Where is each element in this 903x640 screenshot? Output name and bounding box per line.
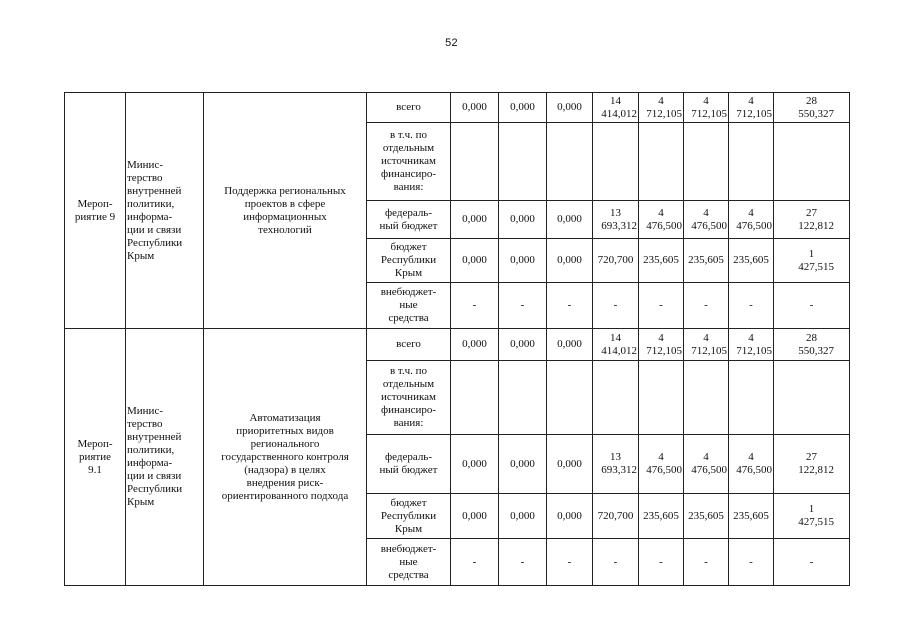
value-line: 720,700 <box>597 254 634 266</box>
value-line-top: 4 <box>703 206 709 219</box>
value-cell <box>547 123 593 201</box>
funding-source-cell: в т.ч. по отдельным источникам финансиро- вания: <box>367 123 451 201</box>
value-line: 712,105 <box>691 107 727 120</box>
value-line: 712,105 <box>736 344 772 357</box>
value-cell <box>639 283 684 329</box>
value-cell: - <box>547 539 593 586</box>
value-cell: 0,000 <box>547 201 593 239</box>
value-cell: - <box>451 539 499 586</box>
executor-cell: Минис- терство внутренней политики, информа- ции и связи Республики Крым <box>126 329 204 586</box>
value-cell: 0,000 <box>451 329 499 361</box>
funding-source-cell: внебюджет- ные средства <box>367 283 451 329</box>
value-line-top: 13 <box>610 206 621 219</box>
value-line: - <box>659 555 663 568</box>
total-cell <box>774 239 850 283</box>
value-line: 427,515 <box>798 516 834 528</box>
value-line: - <box>704 299 708 311</box>
executor-cell: Минис- терство внутренней политики, информа- ции и связи Республики Крым <box>126 93 204 329</box>
value-line: - <box>749 299 753 311</box>
value-cell <box>729 361 774 435</box>
value-cell <box>593 93 639 123</box>
value-line: 122,812 <box>798 464 834 476</box>
value-cell <box>684 201 729 239</box>
value-cell <box>639 329 684 361</box>
value-line: 712,105 <box>646 344 682 357</box>
funding-source-cell: федераль- ный бюджет <box>367 201 451 239</box>
value-cell: 0,000 <box>547 329 593 361</box>
total-cell <box>774 93 850 123</box>
value-line: 693,312 <box>601 219 637 232</box>
funding-source-cell: внебюджет- ные средства <box>367 539 451 586</box>
page-number: 52 <box>445 37 458 49</box>
value-cell <box>684 435 729 494</box>
value-line: 476,500 <box>736 219 772 232</box>
event-name-cell: Поддержка региональных проектов в сфере информационных технологий <box>204 93 367 329</box>
value-line-top: 4 <box>658 331 664 344</box>
value-cell: 0,000 <box>499 329 547 361</box>
value-cell <box>593 329 639 361</box>
value-cell <box>729 239 774 283</box>
value-line: 235,605 <box>733 509 769 522</box>
value-cell <box>729 329 774 361</box>
value-cell <box>639 239 684 283</box>
value-cell <box>593 494 639 539</box>
funding-source-cell: в т.ч. по отдельным источникам финансиро- вания: <box>367 361 451 435</box>
event-number-cell: Мероп- риятие 9 <box>65 93 126 329</box>
total-cell <box>774 539 850 586</box>
funding-source-cell: федераль- ный бюджет <box>367 435 451 494</box>
total-cell <box>774 123 850 201</box>
value-line: 693,312 <box>601 464 637 476</box>
value-cell <box>729 201 774 239</box>
value-line: 712,105 <box>736 107 772 120</box>
value-line-top: 4 <box>703 94 709 107</box>
value-line-top: 14 <box>610 94 621 107</box>
value-cell: 0,000 <box>547 435 593 494</box>
value-cell: 0,000 <box>451 201 499 239</box>
value-cell <box>593 239 639 283</box>
value-line: 550,327 <box>798 107 834 120</box>
value-line: 235,605 <box>688 254 724 266</box>
value-line-top: 13 <box>610 451 621 463</box>
value-cell: - <box>451 283 499 329</box>
value-line-top: 4 <box>703 331 709 344</box>
value-cell <box>499 361 547 435</box>
value-line-top: 4 <box>748 331 754 344</box>
value-line: - <box>659 299 663 311</box>
value-cell <box>639 201 684 239</box>
value-line-top: 4 <box>748 94 754 107</box>
value-cell <box>684 539 729 586</box>
value-cell: 0,000 <box>499 201 547 239</box>
value-cell: 0,000 <box>547 93 593 123</box>
table-row <box>65 93 850 123</box>
value-cell <box>684 123 729 201</box>
total-cell <box>774 435 850 494</box>
value-cell <box>639 539 684 586</box>
table-body <box>65 93 850 586</box>
value-cell: 0,000 <box>499 93 547 123</box>
value-cell <box>593 123 639 201</box>
value-line: - <box>809 299 814 311</box>
value-line-top: 4 <box>658 94 664 107</box>
value-cell <box>593 361 639 435</box>
value-cell <box>593 435 639 494</box>
value-cell <box>729 539 774 586</box>
value-cell <box>499 123 547 201</box>
value-line: 712,105 <box>646 107 682 120</box>
value-line-top: 28 <box>806 94 817 107</box>
value-cell <box>593 539 639 586</box>
value-line: - <box>613 299 618 311</box>
value-line: - <box>809 555 814 568</box>
value-cell <box>547 361 593 435</box>
event-name-cell: Автоматизация приоритетных видов регионального государственного контроля (надзора) в целях внедрения риск- ориентированного подхода <box>204 329 367 586</box>
value-cell: 0,000 <box>547 239 593 283</box>
value-line-top: 28 <box>806 331 817 344</box>
value-line: - <box>613 555 618 568</box>
value-cell <box>639 123 684 201</box>
value-line: 414,012 <box>601 344 637 357</box>
value-line: - <box>704 555 708 568</box>
value-line-top: 14 <box>610 331 621 344</box>
value-cell: - <box>547 283 593 329</box>
value-line-top: 27 <box>806 451 817 463</box>
value-cell <box>684 239 729 283</box>
value-cell <box>729 123 774 201</box>
funding-source-cell: бюджет Республики Крым <box>367 239 451 283</box>
value-cell <box>684 494 729 539</box>
value-line-top: 27 <box>806 206 817 219</box>
value-cell: 0,000 <box>547 494 593 539</box>
value-cell: 0,000 <box>499 494 547 539</box>
value-line: 476,500 <box>646 464 682 476</box>
value-cell <box>451 123 499 201</box>
value-cell <box>729 494 774 539</box>
value-cell <box>729 283 774 329</box>
value-line-top: 1 <box>808 247 815 260</box>
total-cell <box>774 283 850 329</box>
value-line: 235,605 <box>688 509 724 522</box>
value-cell: 0,000 <box>499 239 547 283</box>
value-line-top: 4 <box>748 451 754 463</box>
value-line: 476,500 <box>691 464 727 476</box>
value-line: - <box>749 555 753 568</box>
value-cell: - <box>499 539 547 586</box>
value-line: 550,327 <box>798 344 834 357</box>
value-cell <box>451 361 499 435</box>
value-cell <box>684 93 729 123</box>
value-cell <box>639 494 684 539</box>
value-cell: - <box>499 283 547 329</box>
total-cell <box>774 494 850 539</box>
value-line: 235,605 <box>643 509 679 522</box>
value-cell <box>729 435 774 494</box>
value-cell <box>593 201 639 239</box>
value-cell: 0,000 <box>451 239 499 283</box>
value-line-top: 4 <box>658 206 664 219</box>
value-cell: 0,000 <box>451 435 499 494</box>
value-cell <box>684 361 729 435</box>
value-line: 427,515 <box>798 260 834 273</box>
value-line-top: 4 <box>658 451 664 463</box>
value-line: 720,700 <box>597 509 634 522</box>
value-cell <box>639 435 684 494</box>
value-line: 712,105 <box>691 344 727 357</box>
value-line: 235,605 <box>733 254 769 266</box>
value-line-top: 4 <box>703 451 709 463</box>
value-line: 122,812 <box>798 219 834 232</box>
value-cell <box>593 283 639 329</box>
value-line: 235,605 <box>643 254 679 266</box>
value-line-top: 4 <box>748 206 754 219</box>
event-number-cell: Мероп- риятие 9.1 <box>65 329 126 586</box>
table-row <box>65 329 850 361</box>
total-cell <box>774 329 850 361</box>
value-line-top: 1 <box>808 503 815 515</box>
total-cell <box>774 361 850 435</box>
funding-source-cell: всего <box>367 93 451 123</box>
value-cell: 0,000 <box>499 435 547 494</box>
total-cell <box>774 201 850 239</box>
value-line: 414,012 <box>601 107 637 120</box>
value-cell: 0,000 <box>451 93 499 123</box>
value-line: 476,500 <box>736 464 772 476</box>
value-cell <box>684 283 729 329</box>
budget-table <box>64 92 850 586</box>
value-cell: 0,000 <box>451 494 499 539</box>
value-cell <box>639 93 684 123</box>
value-line: 476,500 <box>691 219 727 232</box>
value-line: 476,500 <box>646 219 682 232</box>
funding-source-cell: бюджет Республики Крым <box>367 494 451 539</box>
value-cell <box>639 361 684 435</box>
value-cell <box>729 93 774 123</box>
value-cell <box>684 329 729 361</box>
funding-source-cell: всего <box>367 329 451 361</box>
